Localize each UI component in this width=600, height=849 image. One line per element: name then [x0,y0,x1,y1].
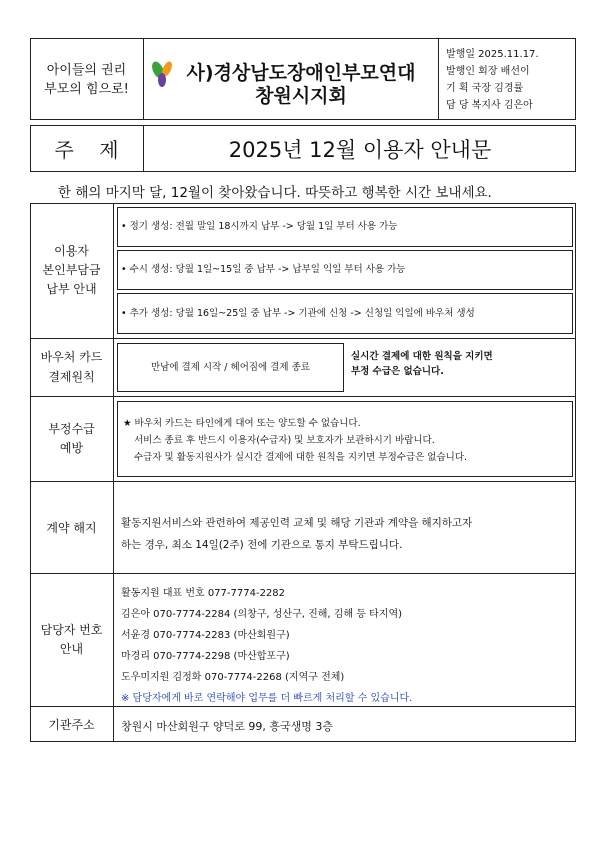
contact-line-4: 마경리 070-7774-2298 (마산합포구) [121,651,290,662]
contact-line-1: 활동지원 대표 번호 077-7774-2282 [121,588,286,599]
address-label: 기관주소 [48,718,95,732]
slogan-line-2: 부모의 힘으로! [44,82,129,97]
contract-line-1: 활동지원서비스와 관련하여 제공인력 교체 및 해당 기관과 계약을 해지하고자 [121,517,473,529]
voucher-label [30,339,113,396]
planner: 기 획 국장 김경률 [446,83,524,94]
table-label-divider [113,203,114,742]
fraud-label-line-2: 예방 [59,441,84,455]
contact-line-5: 도우미지원 김정화 070-7774-2268 (지역구 전체) [121,672,345,683]
slogan [30,52,143,108]
voucher-note-line-2: 부정 수급은 없습니다. [351,366,444,378]
voucher-note-line-1: 실시간 결제에 대한 원칙을 지키면 [351,351,493,362]
contacts-label-line-2: 안내 [59,642,84,656]
publisher: 발행인 회장 배선이 [446,66,530,77]
fraud-line-1: ★ 바우처 카드는 타인에게 대여 또는 양도할 수 없습니다. [123,418,361,429]
manager: 담 당 복지사 김은아 [446,100,533,111]
voucher-label-line-2: 결제원칙 [48,369,95,384]
contact-line-2: 김은아 070-7774-2284 (의창구, 성산구, 진해, 김해 등 타지역) [121,609,403,620]
subject-label: 주 제 [54,138,119,162]
contacts-list [121,583,412,709]
header-divider-1 [143,38,144,120]
org-name-line-2: 창원시지회 [255,85,347,107]
contacts-label [30,574,113,706]
issue-date: 발행일 2025.11.17. [446,49,539,60]
org-name-line-1: 사)경상남도장애인부모연대 [186,62,416,85]
org-name [170,58,432,112]
payment-item-3: • 추가 생성: 당월 16일~25일 중 납부 -> 기관에 신청 -> 신청일 익일에 바우처 생성 [121,308,475,319]
header-divider-2 [438,38,439,120]
fraud-line-3: 수급자 및 활동지원사가 실시간 결제에 대한 원칙을 지키면 부정수급은 없습니다. [134,452,468,463]
address-value: 창원시 마산회원구 양덕로 99, 흥국생명 3층 [121,720,333,733]
fraud-line-2: 서비스 종료 후 반드시 이용자(수급자) 및 보호자가 보관하시기 바랍니다. [134,435,435,446]
issue-info [446,46,572,114]
contract-label: 계약 해지 [46,521,97,535]
fraud-label [30,397,113,481]
fraud-label-line-1: 부정수급 [48,421,95,436]
payment-label-line-1: 이용자 [54,243,89,258]
payment-item-1: • 정기 생성: 전월 말일 18시까지 납부 -> 당월 1일 부터 사용 가능 [121,221,398,232]
payment-label [30,203,113,338]
greeting: 한 해의 마지막 달, 12월이 찾아왔습니다. 따뜻하고 행복한 시간 보내세요. [58,185,492,201]
contract-line-2: 하는 경우, 최소 14일(2주) 전에 기관으로 통지 부탁드립니다. [121,539,403,551]
payment-item-2: • 수시 생성: 당월 1일~15일 중 납부 -> 납부일 익일 부터 사용 가능 [121,264,406,275]
voucher-note [351,349,493,379]
payment-label-line-2: 본인부담금 [42,262,101,277]
contacts-label-line-1: 담당자 번호 [40,622,103,637]
contacts-note: ※ 담당자에게 바로 연락해야 업무를 더 빠르게 처리할 수 있습니다. [121,693,413,704]
payment-label-line-3: 납부 안내 [46,282,97,297]
voucher-rule: 만남에 결제 시작 / 헤어짐에 결제 종료 [151,361,310,373]
contact-line-3: 서윤경 070-7774-2283 (마산회원구) [121,630,290,641]
slogan-line-1: 아이들의 권리 [46,62,127,78]
voucher-label-line-1: 바우처 카드 [40,350,103,365]
subject-title: 2025년 12월 이용자 안내문 [228,137,492,162]
